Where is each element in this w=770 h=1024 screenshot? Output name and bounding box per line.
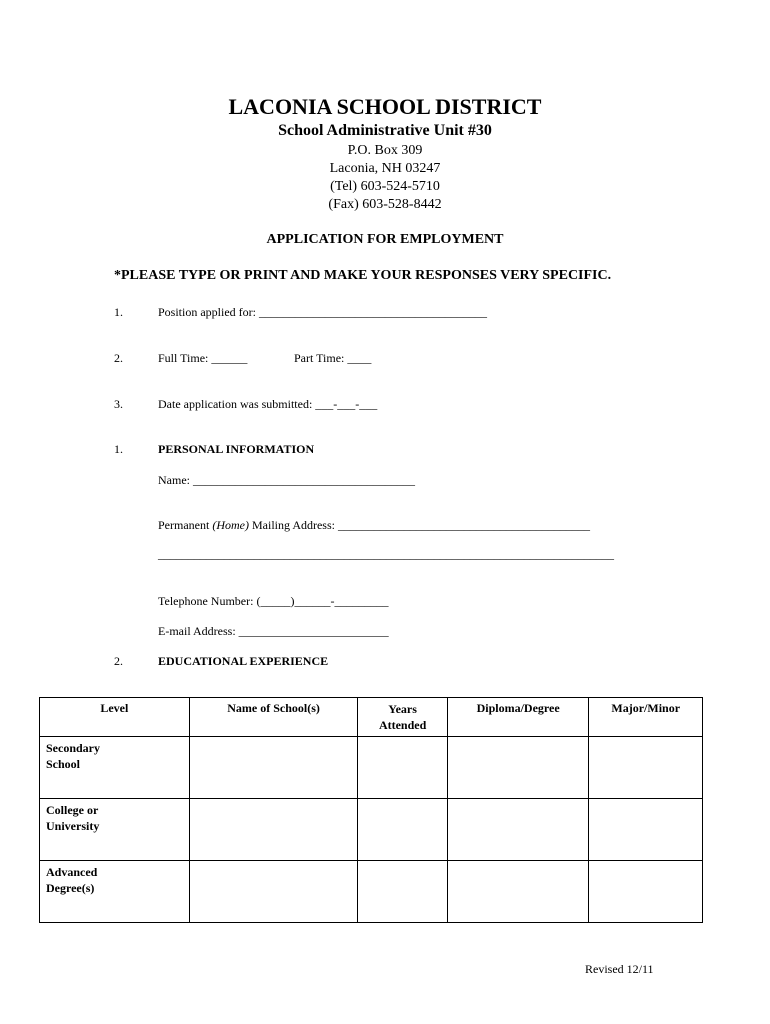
table-cell[interactable]: [358, 799, 447, 861]
table-cell[interactable]: [447, 737, 589, 799]
address-home-label: (Home): [212, 518, 249, 532]
mailing-address-field[interactable]: [158, 518, 590, 533]
column-header-school-name: Name of School(s): [189, 698, 358, 737]
table-cell[interactable]: [589, 861, 703, 923]
column-header-major: Major/Minor: [589, 698, 703, 737]
education-table: [39, 697, 703, 923]
years-attended-label: Years Attended: [378, 702, 427, 732]
question-number: 1.: [114, 305, 123, 319]
po-box: P.O. Box 309: [347, 143, 423, 158]
table-cell[interactable]: [589, 737, 703, 799]
email-field[interactable]: E-mail Address: _________________________: [158, 624, 389, 638]
table-header-row: [40, 698, 703, 737]
date-submitted-field[interactable]: Date application was submitted: ___-___-___: [158, 397, 378, 411]
column-header-diploma: Diploma/Degree: [447, 698, 589, 737]
row-label-advanced: [40, 861, 190, 923]
table-row: [40, 799, 703, 861]
row-label: College or University: [46, 803, 100, 833]
table-cell[interactable]: [358, 861, 447, 923]
table-cell[interactable]: [447, 861, 589, 923]
table-cell[interactable]: [447, 799, 589, 861]
fax-line: (Fax) 603-528-8442: [328, 197, 442, 212]
question-number: 2.: [114, 351, 123, 365]
table-row: [40, 861, 703, 923]
column-header-level: Level: [40, 698, 190, 737]
table-cell[interactable]: [189, 799, 358, 861]
table-cell[interactable]: [189, 861, 358, 923]
telephone-field[interactable]: Telephone Number: (_____)______-_________: [158, 594, 389, 608]
table-cell[interactable]: [589, 799, 703, 861]
question-number: 3.: [114, 397, 123, 411]
section-number: 1.: [114, 442, 123, 456]
address-prefix: Permanent: [158, 518, 213, 532]
personal-info-heading: PERSONAL INFORMATION: [158, 442, 315, 456]
revision-note: Revised 12/11: [585, 962, 654, 976]
table-cell[interactable]: [358, 737, 447, 799]
unit-name: School Administrative Unit #30: [278, 122, 492, 139]
row-label-secondary: [40, 737, 190, 799]
part-time-field[interactable]: Part Time: ____: [294, 351, 372, 365]
education-heading: EDUCATIONAL EXPERIENCE: [158, 654, 329, 668]
table-row: [40, 737, 703, 799]
position-applied-field[interactable]: Position applied for: ______________________________________: [158, 305, 487, 319]
full-time-field[interactable]: Full Time: ______: [158, 351, 248, 365]
name-field[interactable]: Name: _____________________________________: [158, 473, 415, 487]
instruction-text: *PLEASE TYPE OR PRINT AND MAKE YOUR RESPONSES VERY SPECIFIC.: [114, 268, 612, 283]
form-title: APPLICATION FOR EMPLOYMENT: [266, 232, 504, 247]
mailing-address-line-2[interactable]: ____________________________________________________________________________: [158, 547, 614, 561]
row-label: Secondary School: [46, 741, 100, 771]
district-name: LACONIA SCHOOL DISTRICT: [228, 94, 542, 119]
section-number: 2.: [114, 654, 123, 668]
telephone-line: (Tel) 603-524-5710: [330, 179, 440, 194]
column-header-years-attended: [358, 698, 447, 737]
city-line: Laconia, NH 03247: [329, 161, 441, 176]
table-cell[interactable]: [189, 737, 358, 799]
row-label: Advanced Degree(s): [46, 865, 98, 895]
address-suffix: Mailing Address: __________________________________________: [248, 518, 590, 532]
row-label-college: [40, 799, 190, 861]
